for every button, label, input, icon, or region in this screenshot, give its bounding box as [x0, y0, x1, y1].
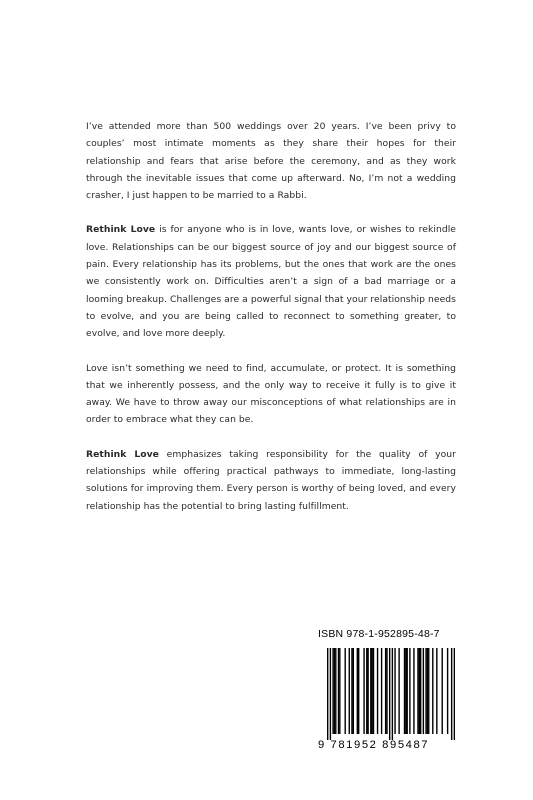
barcode-bar [427, 648, 428, 734]
barcode-bar [377, 648, 378, 734]
barcode-bar [409, 648, 410, 734]
barcode-bar [419, 648, 420, 734]
barcode-bar [405, 648, 406, 734]
paragraph-3 [86, 360, 456, 429]
barcode-bar [428, 648, 429, 734]
paragraph-4 [86, 446, 456, 515]
barcode-bar [454, 648, 455, 740]
barcode-bar [370, 648, 371, 734]
paragraph-2-text: is for anyone who is in love, wants love, or wishes to rekindle love. Relationships can be our biggest source of joy and our biggest source of pain. Every relationship has its problems, but the ones that work are the ones we consistently work on. Difficulties aren’t a sign of a bad marriage or a looming breakup. Challenges are a powerful signal that your relationship needs to evolve, and you are being called to reconnect to something greater, to evolve, and love more deeply. [86, 224, 457, 340]
barcode-bar [432, 648, 433, 734]
barcode-bar [371, 648, 372, 734]
barcode-bar [349, 648, 350, 734]
blurb [86, 118, 456, 532]
paragraph-3-text: Love isn’t something we need to find, accumulate, or protect. It is something that we inherently possess, and the only way to receive it fully is to give it away. We have to throw away our misconceptions of what relationships are in order to embrace what they can be. [86, 362, 456, 426]
barcode-bar [363, 648, 364, 734]
barcode-bars [327, 648, 455, 740]
barcode-bar [406, 648, 407, 734]
barcode-bar [442, 648, 443, 734]
paragraph-2 [86, 221, 456, 342]
barcode-digits: 9 781952 895487 [318, 739, 430, 751]
barcode-bar [394, 648, 395, 734]
barcode-bar [334, 648, 335, 734]
barcode-bar [389, 648, 390, 740]
barcode-bar [335, 648, 336, 734]
barcode-bar [351, 648, 352, 734]
paragraph-4-text: emphasizes taking responsibility for the quality of your relationships while offering practical pathways to immediate, long-lasting solutions for improving them. Every person is worthy of being loved, and every relationship has the potential to bring lasting fulfillment. [86, 448, 456, 512]
barcode-bar [385, 648, 386, 734]
paragraph-1 [86, 118, 456, 204]
barcode-bar [451, 648, 452, 740]
barcode-bar [353, 648, 354, 734]
barcode-bar [447, 648, 448, 734]
barcode-bar [357, 648, 358, 734]
isbn-barcode [318, 628, 458, 753]
barcode-bar [413, 648, 414, 734]
isbn-label: ISBN 978-1-952895-48-7 [318, 628, 440, 640]
barcode-bar [420, 648, 421, 734]
barcode-bar [339, 648, 340, 734]
barcode-bar [366, 648, 367, 734]
paragraph-4-lead: Rethink Love [86, 448, 159, 460]
barcode-bar [425, 648, 426, 734]
barcode-bar [386, 648, 387, 734]
barcode-bar [332, 648, 333, 734]
paragraph-1-text: I’ve attended more than 500 weddings over 20 years. I’ve been privy to couples’ most intimate moments as they share their hopes for their relationship and fears that arise before the ceremony, and as they work through the inevitable issues that come up afterward. No, I’m not a wedding crasher, I just happen to be married to a Rabbi. [86, 121, 456, 202]
barcode-bar [367, 648, 368, 734]
barcode-bar [436, 648, 437, 734]
barcode-bar [330, 648, 331, 740]
barcode-bar [381, 648, 382, 734]
barcode-bar [392, 648, 393, 740]
barcode-bar [398, 648, 399, 734]
barcode-bar [417, 648, 418, 734]
barcode-bar [423, 648, 424, 734]
barcode-bar [345, 648, 346, 734]
barcode-bar [373, 648, 374, 734]
barcode-bar [338, 648, 339, 734]
barcode-bar [358, 648, 359, 734]
barcode-bar [404, 648, 405, 734]
barcode-bar [327, 648, 328, 740]
paragraph-2-lead: Rethink Love [86, 224, 156, 236]
